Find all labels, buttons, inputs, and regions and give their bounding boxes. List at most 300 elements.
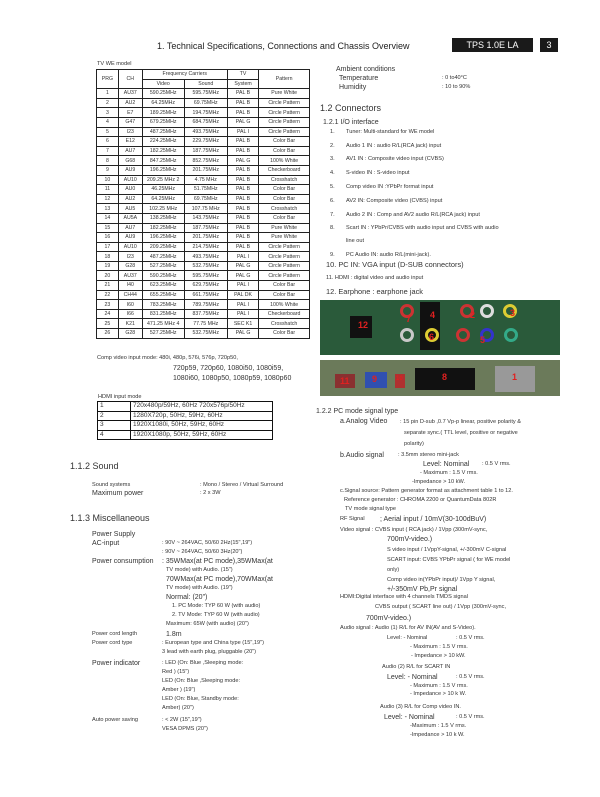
table-cell: PAL DK bbox=[227, 290, 258, 300]
value: : 90V ~ 264VAC, 50/60 2Hz(15",19") bbox=[162, 540, 253, 546]
table-row bbox=[97, 329, 310, 339]
table-cell: E12 bbox=[118, 137, 142, 147]
table-cell: 684.75MHz bbox=[184, 117, 227, 127]
table-row bbox=[97, 127, 310, 137]
table-cell: PAL I bbox=[227, 252, 258, 262]
table-cell: 69.75MHz bbox=[184, 194, 227, 204]
label: Sound systems bbox=[92, 482, 131, 488]
table-cell: 24 bbox=[97, 309, 119, 319]
table-cell: AU7 bbox=[118, 223, 142, 233]
table-cell: PAL B bbox=[227, 108, 258, 118]
table-cell: PAL G bbox=[227, 329, 258, 339]
photo-label: 10 bbox=[396, 376, 403, 382]
table-cell: 9 bbox=[97, 165, 119, 175]
text: HDMI:Digital interface with 4 channels TMDS signal bbox=[340, 594, 468, 600]
table-cell: 138.25MHz bbox=[142, 213, 184, 223]
table-cell: Color Bar bbox=[259, 329, 310, 339]
value: - Maximum : 1.5 V rms. bbox=[410, 644, 468, 650]
item-number: 1. bbox=[330, 129, 335, 135]
table-cell: 182.25MHz bbox=[142, 223, 184, 233]
value: - Maximum : 1.5 V rms. bbox=[420, 470, 478, 476]
text-line: S video input / 1VppY-signal, +/-300mV C-signal bbox=[387, 547, 507, 553]
table-row bbox=[97, 271, 310, 281]
table-cell: K21 bbox=[118, 319, 142, 329]
text-line: Maximum: 65W (with audio) (20") bbox=[166, 621, 249, 627]
table-cell: Circle Pattern bbox=[259, 98, 310, 108]
photo-label: 6 bbox=[429, 332, 435, 342]
table-cell: Circle Pattern bbox=[259, 271, 310, 281]
value: : 2 x 3W bbox=[200, 490, 221, 496]
photo-label: 2 bbox=[470, 310, 476, 320]
table-cell: Circle Pattern bbox=[259, 252, 310, 262]
label: a.Analog Video bbox=[340, 418, 388, 425]
table-cell: PAL B bbox=[227, 213, 258, 223]
value: - Impedance > 10 k W. bbox=[410, 691, 467, 697]
label: Auto power saving bbox=[92, 717, 139, 723]
col-header: Video bbox=[142, 79, 184, 89]
table-cell: PAL B bbox=[227, 146, 258, 156]
text-line: Comp video in(YPbPr input)/ 1Vpp Y signal, bbox=[387, 577, 496, 583]
table-cell: 623.25MHz bbox=[142, 281, 184, 291]
table-cell: PAL B bbox=[227, 165, 258, 175]
table-cell: PAL B bbox=[227, 137, 258, 147]
item-number: 2. bbox=[330, 143, 335, 149]
table-cell: 661.75MHz bbox=[184, 290, 227, 300]
table-cell: 3 bbox=[97, 108, 119, 118]
col-header: CH bbox=[118, 70, 142, 89]
value: : 3.5mm stereo mini-jack bbox=[398, 452, 459, 458]
item-text: AV1 IN : Composite video input (CVBS) bbox=[346, 156, 444, 162]
table-cell: 187.75MHz bbox=[184, 146, 227, 156]
table-row bbox=[97, 98, 310, 108]
hdmi-caption: HDMI input mode bbox=[98, 394, 142, 400]
col-header: Sound bbox=[184, 79, 227, 89]
col-header: System bbox=[227, 79, 258, 89]
video-values bbox=[387, 535, 510, 595]
table-cell: I60 bbox=[118, 300, 142, 310]
table-cell: 527.25MHz bbox=[142, 329, 184, 339]
table-cell: PAL I bbox=[227, 281, 258, 291]
item-text: Audio 1 IN : audio R/L(RCA jack) input bbox=[346, 143, 442, 149]
table-cell: 12 bbox=[97, 194, 119, 204]
table-cell: I40 bbox=[118, 281, 142, 291]
text-line: TV mode) with Audio. (19") bbox=[166, 585, 233, 591]
table-cell: G28 bbox=[118, 261, 142, 271]
cord-type-values bbox=[162, 639, 264, 657]
text-line: : < 2W (15",19") bbox=[162, 717, 202, 723]
table-cell: 789.75MHz bbox=[184, 300, 227, 310]
page-title: 1. Technical Specifications, Connections and Chassis Overview bbox=[157, 41, 410, 51]
table-cell: PAL B bbox=[227, 89, 258, 99]
table-cell: I23 bbox=[118, 252, 142, 262]
table-row bbox=[97, 261, 310, 271]
table-cell: 189.25MHz bbox=[142, 108, 184, 118]
table-cell: 847.25MHz bbox=[142, 156, 184, 166]
text-line: Red ) (15") bbox=[162, 669, 190, 675]
value: : 90V ~ 264VAC, 50/60 3Hz(20") bbox=[162, 549, 243, 555]
table-row bbox=[97, 108, 310, 118]
label: Level: - Nominal bbox=[387, 674, 438, 681]
table-cell: PAL I bbox=[227, 127, 258, 137]
table-cell: 1 bbox=[97, 89, 119, 99]
table-cell: 493.75MHz bbox=[184, 127, 227, 137]
table-cell: 107.75 MHz bbox=[184, 204, 227, 214]
table-cell: Color Bar bbox=[259, 185, 310, 195]
value: - Maximum : 1.5 V rms. bbox=[410, 683, 468, 689]
table-cell: Crosshatch bbox=[259, 204, 310, 214]
table-cell: 590.25MHz bbox=[142, 271, 184, 281]
table-row bbox=[97, 252, 310, 262]
text-line: : LED (On: Blue ,Sleeping mode: bbox=[162, 660, 244, 666]
value: : Mono / Stereo / Virtual Surround bbox=[200, 482, 284, 488]
table-cell: Circle Pattern bbox=[259, 127, 310, 137]
text: Reference generator : CHROMA 2200 or QuantumData 802R bbox=[344, 497, 497, 503]
table-cell: 471.25 MHz 4 bbox=[142, 319, 184, 329]
table-row bbox=[97, 204, 310, 214]
text-line: 1. PC Mode: TYP 60 W (with audio) bbox=[172, 603, 261, 609]
table-cell: 214.75MHz bbox=[184, 242, 227, 252]
table-cell: 51.75MHz bbox=[184, 185, 227, 195]
table-cell: CH44 bbox=[118, 290, 142, 300]
table-row bbox=[97, 185, 310, 195]
table-cell: Color Bar bbox=[259, 213, 310, 223]
table-cell: 17 bbox=[97, 242, 119, 252]
table-cell: 595.75MHz bbox=[184, 271, 227, 281]
table-cell: AU37 bbox=[118, 271, 142, 281]
table-cell: AU5 bbox=[118, 204, 142, 214]
table-cell: 720x480p/59Hz, 60Hz 720x576p/50Hz bbox=[131, 402, 273, 412]
table-cell: G28 bbox=[118, 329, 142, 339]
table-cell: 15 bbox=[97, 223, 119, 233]
table-cell: Checkerboard bbox=[259, 165, 310, 175]
comp-video-modes-3: 1080i60, 1080p50, 1080p59, 1080p60 bbox=[173, 375, 292, 382]
label: Power cord length bbox=[92, 631, 138, 637]
text-line: polarity) bbox=[404, 441, 424, 447]
table-row bbox=[98, 421, 273, 431]
text-line: : 35WMax(at PC mode),35WMax(at bbox=[162, 558, 273, 565]
table-cell: 655.25MHz bbox=[142, 290, 184, 300]
table-cell: Checkerboard bbox=[259, 309, 310, 319]
table-row bbox=[97, 175, 310, 185]
photo-label: 9 bbox=[372, 374, 378, 384]
table-row bbox=[97, 165, 310, 175]
pc-mode-title: 1.2.2 PC mode signal type bbox=[316, 408, 399, 415]
page-number: 3 bbox=[540, 38, 558, 52]
indicator-values bbox=[162, 659, 243, 713]
photo-label: 3 bbox=[510, 308, 516, 318]
label: Power Supply bbox=[92, 531, 136, 538]
label: RF Signal bbox=[340, 516, 365, 522]
value: -Impedance > 10 kW. bbox=[412, 479, 466, 485]
table-cell: AU37 bbox=[118, 89, 142, 99]
table-cell: Color Bar bbox=[259, 137, 310, 147]
photo-label: 11 bbox=[340, 376, 350, 386]
item-number: 5. bbox=[330, 184, 335, 190]
item-text: Tuner: Multi-standard for WE model bbox=[346, 129, 435, 135]
label: Video signal : CVBS input ( RCA jack) / 1Vpp (300mV-sync, bbox=[340, 527, 488, 533]
model-badge: TPS 1.0E LA bbox=[452, 38, 533, 52]
item-number: 6. bbox=[330, 198, 335, 204]
table-cell: PAL B bbox=[227, 233, 258, 243]
table-cell: 19 bbox=[97, 261, 119, 271]
table-cell: G68 bbox=[118, 156, 142, 166]
table-cell: 100% White bbox=[259, 300, 310, 310]
value: - Impedance > 10 kW. bbox=[411, 653, 466, 659]
table-cell: 1920X1080i, 50Hz, 59Hz, 60Hz bbox=[131, 421, 273, 431]
table-cell: 10 bbox=[97, 175, 119, 185]
table-cell: PAL B bbox=[227, 204, 258, 214]
text-line: 70WMax(at PC mode),70WMax(at bbox=[166, 576, 273, 583]
table-row bbox=[97, 89, 310, 99]
connector-photo-bottom bbox=[320, 360, 560, 396]
table-cell: 4.75 MHz bbox=[184, 175, 227, 185]
label: Power consumption bbox=[92, 558, 154, 565]
item-number: 4. bbox=[330, 170, 335, 176]
value: : 0 to40°C bbox=[442, 75, 467, 81]
table-cell: 831.25MHz bbox=[142, 309, 184, 319]
table-cell: PAL I bbox=[227, 300, 258, 310]
label: Level: Nominal bbox=[423, 461, 470, 468]
table-cell: 2 bbox=[97, 98, 119, 108]
table-cell: 3 bbox=[98, 421, 131, 431]
label: Maximum power bbox=[92, 490, 144, 497]
value: -Impedance > 10 k W. bbox=[410, 732, 465, 738]
table-cell: 182.25MHz bbox=[142, 146, 184, 156]
text-line: LED (On: Blue, Standby mode: bbox=[162, 696, 239, 702]
table-cell: 196.25MHz bbox=[142, 165, 184, 175]
label: Level: - Nominal bbox=[387, 635, 428, 641]
table-cell: 196.25MHz bbox=[142, 233, 184, 243]
table-row bbox=[97, 309, 310, 319]
table-cell: 23 bbox=[97, 300, 119, 310]
table-cell: G47 bbox=[118, 117, 142, 127]
table-cell: 18 bbox=[97, 252, 119, 262]
table-cell: 69.75MHz bbox=[184, 98, 227, 108]
table-cell: Crosshatch bbox=[259, 319, 310, 329]
frequency-table bbox=[96, 69, 310, 339]
table-cell: 1280X720p, 50Hz, 59Hz, 60Hz bbox=[131, 411, 273, 421]
text-line: 2. TV Mode: TYP 60 W (with audio) bbox=[172, 612, 260, 618]
table-cell: PAL B bbox=[227, 98, 258, 108]
table-cell: 532.75MHz bbox=[184, 329, 227, 339]
label: Temperature bbox=[339, 75, 379, 82]
table-cell: 4 bbox=[97, 117, 119, 127]
value: : 0.5 V rms. bbox=[482, 461, 511, 467]
photo-label: 5 bbox=[480, 335, 486, 345]
table-cell: Circle Pattern bbox=[259, 261, 310, 271]
table-cell: 209.25MHz bbox=[142, 242, 184, 252]
table-cell: Pure White bbox=[259, 223, 310, 233]
table-cell: 229.75MHz bbox=[184, 137, 227, 147]
photo-label: 8 bbox=[442, 372, 448, 382]
table-cell: 16 bbox=[97, 233, 119, 243]
table-row bbox=[97, 146, 310, 156]
table-cell: Circle Pattern bbox=[259, 242, 310, 252]
text-line: 700mV-video.) bbox=[387, 536, 433, 543]
item-text: AV2 IN: Composite video (CVBS) input bbox=[346, 198, 443, 204]
col-header: Pattern bbox=[259, 70, 310, 89]
table-cell: 487.25MHz bbox=[142, 252, 184, 262]
text-line: : 15 pin D-sub ,0.7 Vp-p linear, positive polarity & bbox=[400, 419, 521, 425]
item-number: 8. bbox=[330, 225, 335, 231]
table-cell: 487.25MHz bbox=[142, 127, 184, 137]
table-cell: AU9 bbox=[118, 233, 142, 243]
table-row bbox=[97, 194, 310, 204]
col-header: Frequency Carriers bbox=[142, 70, 227, 80]
text: CVBS output ( SCART line out) / 1Vpp (300mV-sync, bbox=[375, 604, 506, 610]
table-cell: 8 bbox=[97, 156, 119, 166]
photo-label: 7 bbox=[406, 314, 412, 324]
table-cell: 187.75MHz bbox=[184, 223, 227, 233]
table-cell: E7 bbox=[118, 108, 142, 118]
table-row bbox=[97, 290, 310, 300]
power-consumption-values bbox=[162, 557, 273, 629]
io-item: 11. HDMI : digital video and audio input bbox=[326, 275, 424, 281]
table-cell: 209.25 MHz 2 bbox=[142, 175, 184, 185]
ambient-title: Ambient conditions bbox=[336, 66, 396, 73]
text-line: +/-350mV Pb,Pr signal bbox=[387, 586, 458, 593]
table-cell: Pure White bbox=[259, 233, 310, 243]
table-cell: AU0 bbox=[118, 185, 142, 195]
item-number: 7. bbox=[330, 212, 335, 218]
value: : 0.5 V rms. bbox=[456, 635, 485, 641]
table-cell: 64.25MHz bbox=[142, 98, 184, 108]
table-cell: 1920X1080p, 50Hz, 59Hz, 60Hz bbox=[131, 430, 273, 440]
photo-label: 12 bbox=[358, 320, 369, 330]
text-line: TV mode) with Audio. (15") bbox=[166, 567, 233, 573]
item-number: 9. bbox=[330, 252, 335, 258]
item-number: 3. bbox=[330, 156, 335, 162]
comp-video-modes-2: 720p59, 720p60, 1080i50, 1080i59, bbox=[173, 365, 284, 372]
item-text: Comp video IN :YPbPr format input bbox=[346, 184, 434, 190]
table-cell: 194.75MHz bbox=[184, 108, 227, 118]
table-cell: 527.25MHz bbox=[142, 261, 184, 271]
table-row bbox=[97, 213, 310, 223]
photo-label: 1 bbox=[512, 372, 518, 382]
label: Level: - Nominal bbox=[384, 714, 435, 721]
table-caption: TV WE model bbox=[97, 61, 132, 67]
analog-values bbox=[400, 417, 521, 450]
table-cell: 224.25MHz bbox=[142, 137, 184, 147]
item-text: PC Audio IN: audio R/L(mini-jack). bbox=[346, 252, 431, 258]
value: : 0.5 V rms. bbox=[456, 714, 485, 720]
text-line: VESA DPMS (20") bbox=[162, 726, 208, 732]
tv-mode-title: TV mode signal type bbox=[345, 506, 396, 512]
table-row bbox=[97, 233, 310, 243]
io-title: 1.2.1 I/O interface bbox=[323, 119, 379, 126]
table-cell: AU5A bbox=[118, 213, 142, 223]
text: 700mV-video.) bbox=[366, 615, 412, 622]
table-row bbox=[97, 156, 310, 166]
table-cell: 11 bbox=[97, 185, 119, 195]
text-line: Normal: (20") bbox=[166, 594, 208, 601]
table-cell: AU10 bbox=[118, 242, 142, 252]
table-row bbox=[97, 300, 310, 310]
table-cell: 629.75MHz bbox=[184, 281, 227, 291]
table-cell: AU10 bbox=[118, 175, 142, 185]
table-cell: 102.25 MHz bbox=[142, 204, 184, 214]
table-row bbox=[97, 223, 310, 233]
photo-label: 4 bbox=[430, 310, 436, 320]
table-cell: 6 bbox=[97, 137, 119, 147]
table-cell: 201.75MHz bbox=[184, 165, 227, 175]
table-cell: PAL G bbox=[227, 261, 258, 271]
text-line: SCART input: CVBS YPbPr signal ( for WE model bbox=[387, 557, 511, 563]
section-connectors: 1.2 Connectors bbox=[320, 103, 382, 113]
table-cell: 852.75MHz bbox=[184, 156, 227, 166]
table-cell: PAL B bbox=[227, 223, 258, 233]
text-line: only) bbox=[387, 567, 400, 573]
table-row bbox=[97, 117, 310, 127]
io-item: 10. PC IN: VGA input (D-SUB connectors) bbox=[326, 260, 464, 269]
value: : 0.5 V rms. bbox=[456, 674, 485, 680]
item-text: Audio 2 IN : Comp and AV2 audio R/L(RCA jack) input bbox=[346, 212, 480, 218]
comp-video-modes: Comp video input mode: 480i, 480p, 576i, 576p, 720p50, bbox=[97, 355, 238, 361]
table-cell: 143.75MHz bbox=[184, 213, 227, 223]
table-cell: PAL B bbox=[227, 185, 258, 195]
value: 1.8m bbox=[166, 631, 182, 638]
text-line: : European type and China type (15",19") bbox=[162, 640, 264, 646]
table-cell: Color Bar bbox=[259, 281, 310, 291]
value: -Maximum : 1.5 V rms. bbox=[410, 723, 467, 729]
table-cell: PAL G bbox=[227, 156, 258, 166]
table-cell: Crosshatch bbox=[259, 175, 310, 185]
table-cell: 532.75MHz bbox=[184, 261, 227, 271]
table-row bbox=[97, 319, 310, 329]
table-cell: AU2 bbox=[118, 98, 142, 108]
value: : 10 to 90% bbox=[442, 84, 471, 90]
table-cell: AU7 bbox=[118, 146, 142, 156]
table-cell: 590.25MHz bbox=[142, 89, 184, 99]
table-cell: 100% White bbox=[259, 156, 310, 166]
table-cell: 2 bbox=[98, 411, 131, 421]
table-cell: AU9 bbox=[118, 165, 142, 175]
table-row bbox=[98, 430, 273, 440]
table-cell: AU2 bbox=[118, 194, 142, 204]
table-cell: 493.75MHz bbox=[184, 252, 227, 262]
table-cell: 26 bbox=[97, 329, 119, 339]
label: AC-input bbox=[92, 540, 120, 547]
table-cell: Color Bar bbox=[259, 146, 310, 156]
col-header: TV bbox=[227, 70, 258, 80]
table-cell: 4 bbox=[98, 430, 131, 440]
table-cell: PAL B bbox=[227, 242, 258, 252]
table-row bbox=[97, 242, 310, 252]
col-header: PRG bbox=[97, 70, 119, 89]
aps-values bbox=[162, 716, 208, 734]
table-row bbox=[97, 137, 310, 147]
table-cell: 21 bbox=[97, 281, 119, 291]
connector-photo-top bbox=[320, 300, 560, 355]
table-row bbox=[97, 281, 310, 291]
table-cell: 46.25MHz bbox=[142, 185, 184, 195]
item-text: Scart IN : YPbPr/CVBS with audio input and CVBS with audio bbox=[346, 225, 499, 231]
table-cell: 22 bbox=[97, 290, 119, 300]
hdmi-table bbox=[97, 401, 273, 440]
table-cell: PAL B bbox=[227, 194, 258, 204]
table-cell: 783.25MHz bbox=[142, 300, 184, 310]
table-cell: 25 bbox=[97, 319, 119, 329]
table-cell: 201.75MHz bbox=[184, 233, 227, 243]
table-cell: PAL I bbox=[227, 309, 258, 319]
table-cell: Pure White bbox=[259, 89, 310, 99]
label: Audio signal : Audio (1) R/L for AV IN(AV and S-Video). bbox=[340, 625, 476, 631]
label: Audio (2) R/L for SCART IN bbox=[382, 664, 451, 670]
table-cell: PAL G bbox=[227, 271, 258, 281]
table-cell: 64.25MHz bbox=[142, 194, 184, 204]
table-cell: 679.25MHz bbox=[142, 117, 184, 127]
table-cell: 20 bbox=[97, 271, 119, 281]
